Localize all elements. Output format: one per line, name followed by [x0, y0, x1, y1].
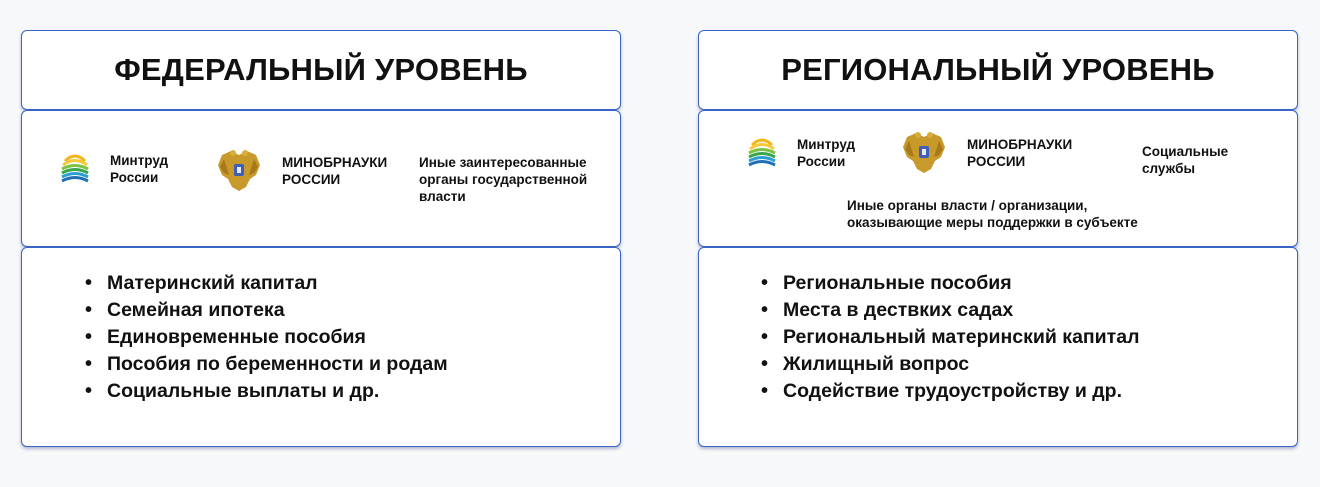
federal-measures-list — [85, 270, 448, 405]
federal-other-organs: Иные заинтересованные органы государственной власти — [419, 155, 588, 204]
minobr-label-line1: МИНОБРНАУКИ — [967, 137, 1073, 152]
minobr-label-line2: РОССИИ — [967, 154, 1026, 169]
list-item: • Региональный материнский капитал — [761, 324, 1139, 351]
regional-social-services: Социальные службы — [1142, 144, 1229, 176]
mintrud-label-line2: России — [110, 170, 159, 185]
list-item: • Содействие трудоустройству и др. — [761, 378, 1139, 405]
federal-title-box — [21, 30, 621, 110]
federal-minobr — [216, 147, 387, 195]
mintrud-label-line2: России — [797, 154, 846, 169]
regional-measures-list — [761, 270, 1139, 405]
list-item: • Единовременные пособия — [85, 324, 448, 351]
list-item: • Материнский капитал — [85, 270, 448, 297]
list-item: • Социальные выплаты и др. — [85, 378, 448, 405]
mintrud-logo-icon — [747, 135, 777, 171]
list-item: • Пособия по беременности и родам — [85, 351, 448, 378]
regional-title-box — [698, 30, 1298, 110]
federal-mintrud — [60, 151, 168, 187]
regional-list-box — [698, 247, 1298, 447]
federal-list-box — [21, 247, 621, 447]
regional-mintrud — [747, 135, 855, 171]
regional-title: РЕГИОНАЛЬНЫЙ УРОВЕНЬ — [781, 52, 1215, 87]
minobr-label-line1: МИНОБРНАУКИ — [282, 155, 388, 170]
federal-org-box — [21, 110, 621, 247]
regional-minobr — [901, 129, 1072, 177]
mintrud-logo-icon — [60, 151, 90, 187]
list-item: • Жилищный вопрос — [761, 351, 1139, 378]
russian-eagle-emblem-icon — [901, 129, 947, 177]
regional-org-box — [698, 110, 1298, 247]
list-item: • Региональные пособия — [761, 270, 1139, 297]
federal-title: ФЕДЕРАЛЬНЫЙ УРОВЕНЬ — [114, 52, 528, 87]
regional-other-organs: Иные органы власти / организации, оказывающие меры поддержки в субъекте — [847, 198, 1138, 230]
list-item: • Места в дествких садах — [761, 297, 1139, 324]
list-item: • Семейная ипотека — [85, 297, 448, 324]
mintrud-label-line1: Минтруд — [797, 137, 856, 152]
minobr-label-line2: РОССИИ — [282, 172, 341, 187]
russian-eagle-emblem-icon — [216, 147, 262, 195]
mintrud-label-line1: Минтруд — [110, 153, 169, 168]
